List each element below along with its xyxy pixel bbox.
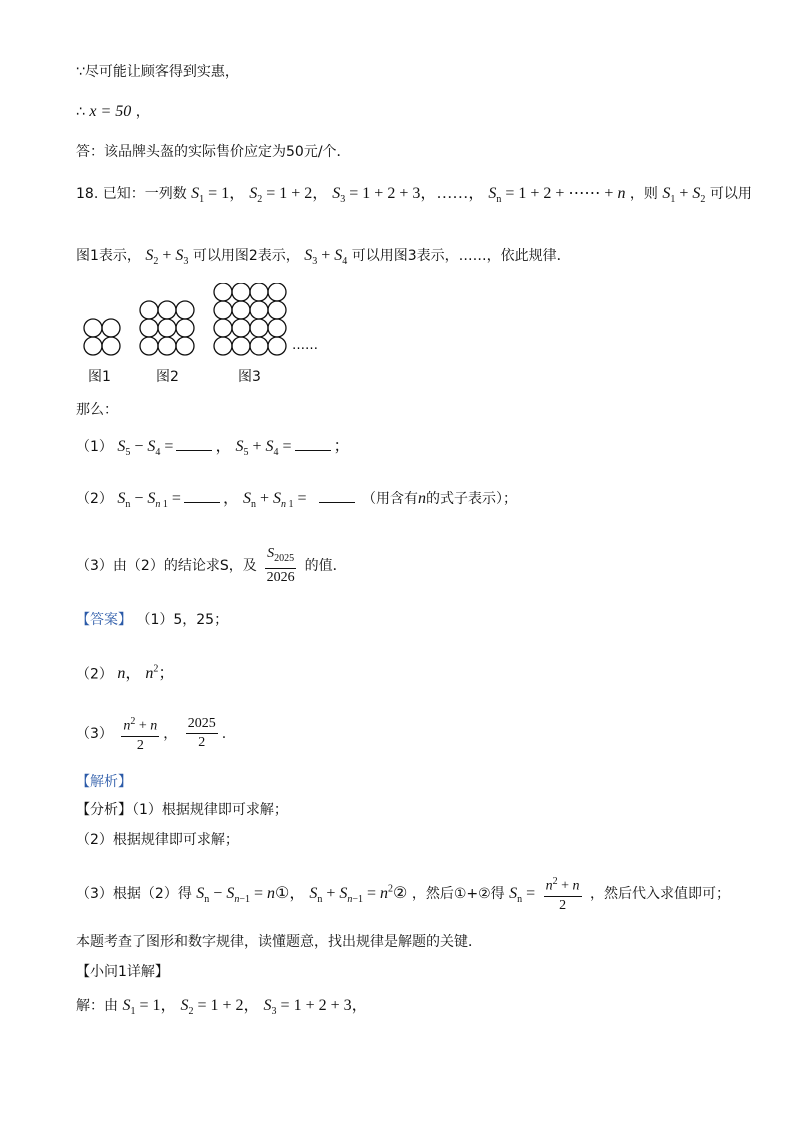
analysis-1: 【分析】（1）根据规律即可求解； bbox=[76, 802, 288, 818]
answer-3-label: （3） bbox=[76, 725, 113, 742]
circle bbox=[214, 283, 232, 301]
circle bbox=[214, 319, 232, 337]
line-1: ∵尽可能让顾客得到实惠， bbox=[76, 64, 239, 80]
answer-line-3: （3） $\frac{n^2 + n}{2}$ ， $\frac{2025}{2}$ . bbox=[76, 716, 227, 753]
circle bbox=[250, 337, 268, 355]
answer-tag: 【答案】 bbox=[76, 612, 132, 628]
question-rule: ，则 bbox=[629, 186, 658, 202]
part-3 bbox=[76, 546, 347, 586]
blank bbox=[176, 436, 212, 451]
summary: 本题考查了图形和数字规律，读懂题意，找出规律是解题的关键． bbox=[76, 934, 482, 950]
circle-figures bbox=[80, 283, 340, 383]
solution-1 bbox=[76, 996, 368, 1022]
solution-1-expr: $S_1 = 1$， $S_2 = 1 + 2$， $S_3 = 1 + 2 + 3$， bbox=[122, 997, 368, 1018]
circle bbox=[102, 319, 120, 337]
ellipsis: …… bbox=[292, 338, 318, 353]
circle bbox=[268, 337, 286, 355]
circle bbox=[250, 283, 268, 301]
sequence-definition: $S_1 = 1$， $S_2 = 1 + 2$， $S_3 = 1 + 2 + 3$，……， $S_n = 1 + 2$ + ⋯⋯ + n bbox=[191, 185, 626, 206]
circle bbox=[140, 337, 158, 355]
circle bbox=[176, 337, 194, 355]
fraction-s2025-2026: $\frac{S_{2025}}{2026}$ bbox=[266, 546, 295, 585]
circle bbox=[232, 337, 250, 355]
analysis-3 bbox=[76, 874, 730, 914]
var-n: n bbox=[417, 490, 426, 507]
circle bbox=[250, 319, 268, 337]
circle bbox=[176, 319, 194, 337]
circle bbox=[84, 319, 102, 337]
caption-fig2: 图2 bbox=[156, 369, 179, 385]
expr-s3-s4: $S_3 + S_4$ bbox=[304, 247, 348, 268]
circle bbox=[214, 337, 232, 355]
circle bbox=[84, 337, 102, 355]
circle-grid-diagram bbox=[80, 283, 340, 363]
part-2-expr: $S_n - S_{n 1}$ = ， $S_n + S_{n 1}$ = bbox=[117, 490, 357, 507]
subquestion-1-title: 【小问1详解】 bbox=[76, 964, 169, 980]
circle bbox=[140, 301, 158, 319]
question-number: 18. bbox=[76, 186, 99, 202]
question-18-line-1 bbox=[76, 184, 752, 210]
circle bbox=[232, 319, 250, 337]
analysis-tag: 【解析】 bbox=[76, 774, 132, 790]
part-2 bbox=[76, 488, 517, 515]
circle bbox=[232, 283, 250, 301]
equation-x: x = 50 bbox=[89, 103, 132, 120]
comma: ， bbox=[135, 104, 150, 120]
question-tail: 可以用 bbox=[709, 186, 752, 202]
expr-s2-s3: $S_2 + S_3$ bbox=[145, 247, 189, 268]
blank bbox=[295, 436, 331, 451]
line-3: 答：该品牌头盔的实际售价应定为50元/个． bbox=[76, 144, 351, 160]
line-2 bbox=[76, 102, 150, 122]
analysis-3-a: （3）根据（2）得 bbox=[76, 885, 192, 902]
caption-fig3: 图3 bbox=[238, 369, 261, 385]
blank bbox=[319, 488, 355, 503]
circle bbox=[140, 319, 158, 337]
part-2-note-end: 的式子表示）； bbox=[425, 491, 517, 507]
then-label: 那么： bbox=[76, 402, 118, 418]
circle bbox=[158, 337, 176, 355]
blank bbox=[184, 488, 220, 503]
circle bbox=[268, 283, 286, 301]
circle bbox=[102, 337, 120, 355]
circle bbox=[268, 319, 286, 337]
solution-1-label: 解：由 bbox=[76, 998, 118, 1014]
fig3-text: 可以用图3表示，……，依此规律． bbox=[351, 248, 571, 264]
circle bbox=[158, 301, 176, 319]
analysis-3-eq1: $S_n - S_{n-1}$ = n①， $S_n + S_{n-1}$ = $n^2②$ bbox=[196, 883, 408, 906]
part-1 bbox=[76, 436, 350, 463]
circle bbox=[250, 301, 268, 319]
analysis-3-b: ，然后①+②得 bbox=[411, 885, 505, 902]
caption-fig1: 图1 bbox=[88, 369, 111, 385]
part-3-text: （3）由（2）的结论求S，及 bbox=[76, 557, 257, 574]
analysis-3-c: ，然后代入求值即可； bbox=[589, 885, 730, 902]
circle bbox=[268, 301, 286, 319]
answer-2-expr: n， $n^2$； bbox=[117, 664, 175, 683]
answer-1: （1）5，25； bbox=[136, 612, 229, 628]
fig2-text: 可以用图2表示， bbox=[192, 248, 300, 264]
fraction-2025-2: $\frac{2025}{2}$ bbox=[187, 716, 216, 751]
circle bbox=[158, 319, 176, 337]
circle bbox=[214, 301, 232, 319]
part-2-note: （用含有 bbox=[361, 491, 418, 507]
fraction-n2-n-2: $\frac{n^2 + n}{2}$ bbox=[123, 716, 158, 753]
answer-line-1 bbox=[76, 610, 228, 630]
question-intro: 已知：一列数 bbox=[102, 186, 187, 202]
analysis-2: （2）根据规律即可求解； bbox=[76, 832, 239, 848]
part-1-expr: $S_5 - S_4$ = ， $S_5 + S_4$ = ； bbox=[117, 438, 350, 459]
part-3-end: 的值． bbox=[304, 557, 347, 574]
answer-line-2 bbox=[76, 660, 174, 684]
circle bbox=[176, 301, 194, 319]
question-18-line-2 bbox=[76, 246, 571, 272]
circle bbox=[232, 301, 250, 319]
therefore-symbol: ∴ bbox=[76, 104, 85, 120]
answer-2-label: （2） bbox=[76, 666, 113, 683]
part-2-label: （2） bbox=[76, 491, 113, 507]
part-1-label: （1） bbox=[76, 439, 113, 455]
fig1-text: 图1表示， bbox=[76, 248, 141, 264]
analysis-3-eq2: $S_n$ = bbox=[509, 884, 536, 906]
expr-s1-s2: $S_1 + S_2$ bbox=[662, 185, 706, 206]
fraction-sn: $\frac{n^2 + n}{2}$ bbox=[545, 876, 580, 913]
